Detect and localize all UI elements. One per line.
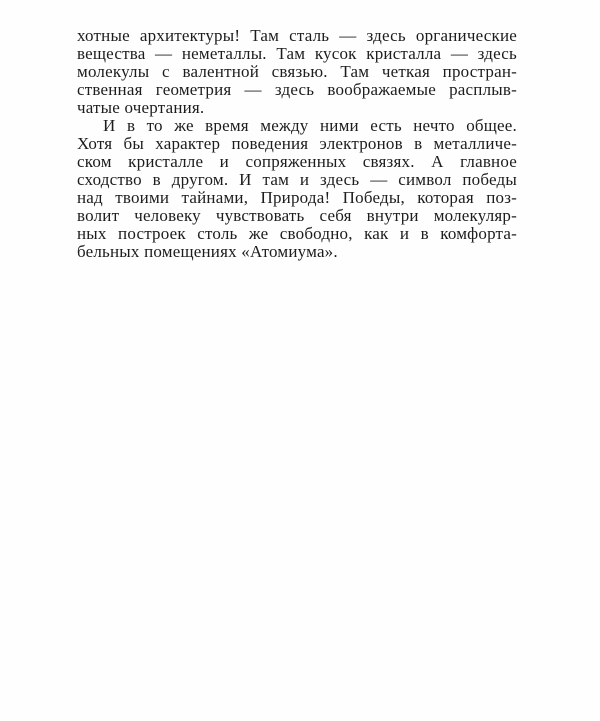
text-block [77, 27, 517, 261]
text-line: бельных помещениях «Атомиума». [77, 242, 338, 261]
text-line: ных построек столь же свободно, как и в комфорта- [77, 224, 517, 243]
text-line: Хотя бы характер поведения электронов в металличе- [77, 134, 517, 153]
text-line: сходство в другом. И там и здесь — символ победы [77, 170, 517, 189]
text-line: вещества — неметаллы. Там кусок кристалла — здесь [77, 44, 517, 63]
text-line: чатые очертания. [77, 98, 205, 117]
paragraph [77, 117, 517, 261]
text-line: И в то же время между ними есть нечто общее. [103, 116, 517, 135]
text-line: молекулы с валентной связью. Там четкая простран- [77, 62, 517, 81]
text-line: ственная геометрия — здесь воображаемые расплыв- [77, 80, 517, 99]
text-line: хотные архитектуры! Там сталь — здесь органические [77, 26, 517, 45]
paragraph [77, 27, 517, 117]
text-line: над твоими тайнами, Природа! Победы, которая поз- [77, 188, 517, 207]
text-line: волит человеку чувствовать себя внутри молекуляр- [77, 206, 517, 225]
text-line: ском кристалле и сопряженных связях. А главное [77, 152, 517, 171]
